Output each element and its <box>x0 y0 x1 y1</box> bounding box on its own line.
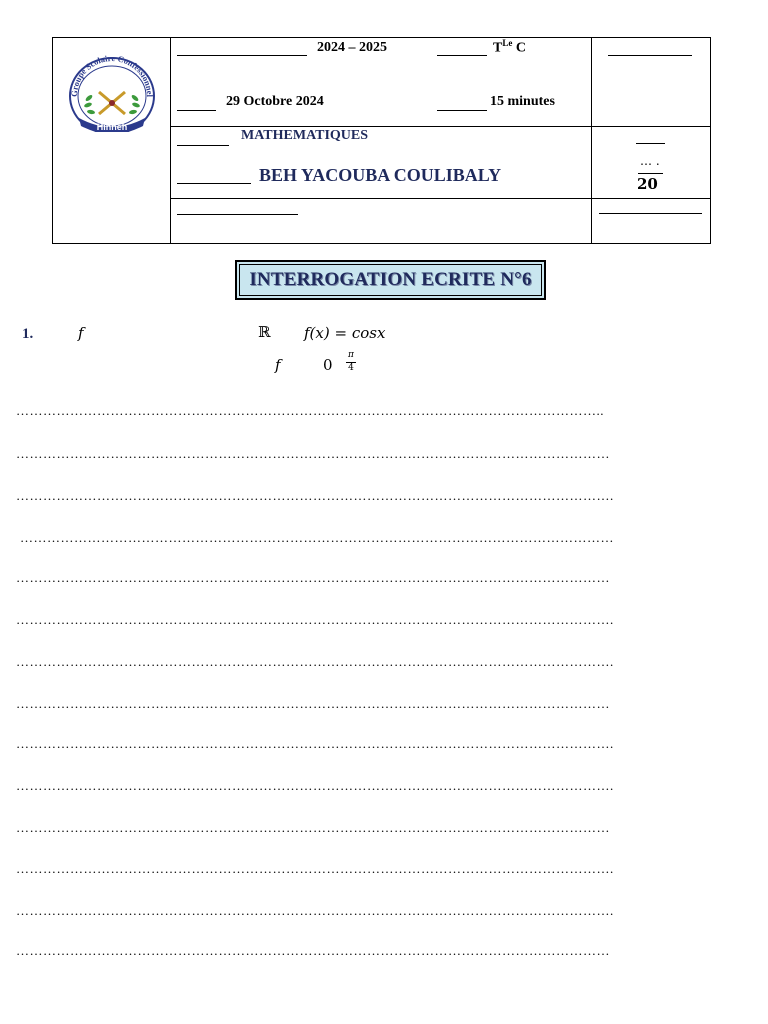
score-denominator: 20 <box>637 175 658 193</box>
answer-line[interactable]: …………………………………………………………………………………………………………………… <box>16 943 610 957</box>
logo-cell <box>53 38 171 244</box>
blank-line <box>437 110 487 111</box>
question-function-symbol: f <box>78 324 84 342</box>
score-cell <box>592 127 711 199</box>
answer-line[interactable]: …………………………………………………………………………………………………………………… <box>20 530 614 544</box>
exam-title-box <box>235 260 546 300</box>
logo-arc-text: Groupe Scolaire Confessionnel <box>68 52 156 98</box>
blank-line <box>437 55 487 56</box>
blank-line <box>177 145 229 146</box>
answer-line[interactable]: ……………………………………………………………………………………………………………………. <box>16 736 614 750</box>
answer-line[interactable]: …………………………………………………………………………………………………………………… <box>16 446 610 460</box>
subject-name: MATHEMATIQUES <box>241 128 369 143</box>
blank-line <box>177 110 216 111</box>
info-cell <box>171 38 592 127</box>
answer-line[interactable]: …………………………………………………………………………………………………………………… <box>16 570 610 584</box>
exam-date: 29 Octobre 2024 <box>226 94 324 109</box>
top-right-cell <box>592 38 711 127</box>
answer-line[interactable]: ……………………………………………………………………………………………………………………. <box>16 654 614 668</box>
blank-line <box>636 143 665 144</box>
score-numerator: … . <box>640 154 660 168</box>
answer-line[interactable]: …………………………………………………………………………………………………………………… <box>16 696 610 710</box>
real-numbers-symbol: ℝ <box>258 323 271 341</box>
blank-line <box>177 183 251 184</box>
subject-cell <box>171 127 592 199</box>
blank-line <box>177 214 298 215</box>
answer-line[interactable]: ……………………………………………………………………………………………………………………. <box>16 612 614 626</box>
header-table <box>52 37 711 244</box>
question-function-symbol-2: f <box>275 356 281 374</box>
blank-line <box>177 55 307 56</box>
answer-line[interactable]: ……………………………………………………………………………………………………………………. <box>16 778 614 792</box>
interval-upper-bound: π 4 <box>344 350 358 374</box>
exam-duration: 15 minutes <box>490 94 555 109</box>
answer-line[interactable]: ……………………………………………………………………………………………………………………. <box>16 903 614 917</box>
function-expression: f(x) = cosx <box>304 324 386 342</box>
signature-cell <box>592 199 711 244</box>
answer-line[interactable]: ……………………………………………………………………………………………………………………. <box>16 488 614 502</box>
answer-line[interactable]: …………………………………………………………………………………………………………………… <box>16 820 610 834</box>
teacher-name: BEH YACOUBA COULIBALY <box>259 165 502 185</box>
question-number: 1. <box>22 326 34 342</box>
score-fraction-bar <box>638 173 663 174</box>
interval-lower-bound: 0 <box>323 356 333 374</box>
logo-ribbon-text: Hinneh <box>96 122 128 132</box>
class-label: $T^{Le}$ C <box>493 38 526 56</box>
blank-line <box>608 55 692 56</box>
school-year: 2024 – 2025 <box>317 40 387 55</box>
answer-line[interactable]: ……………………………………………………………………………………………………………………. <box>16 861 614 875</box>
exam-title: INTERROGATION ECRITE N°6 <box>249 269 532 290</box>
answer-line[interactable]: ………………………………………………………………………………………………………………….. <box>16 403 604 417</box>
school-logo <box>67 52 157 132</box>
student-cell <box>171 199 592 244</box>
blank-line <box>599 213 702 214</box>
